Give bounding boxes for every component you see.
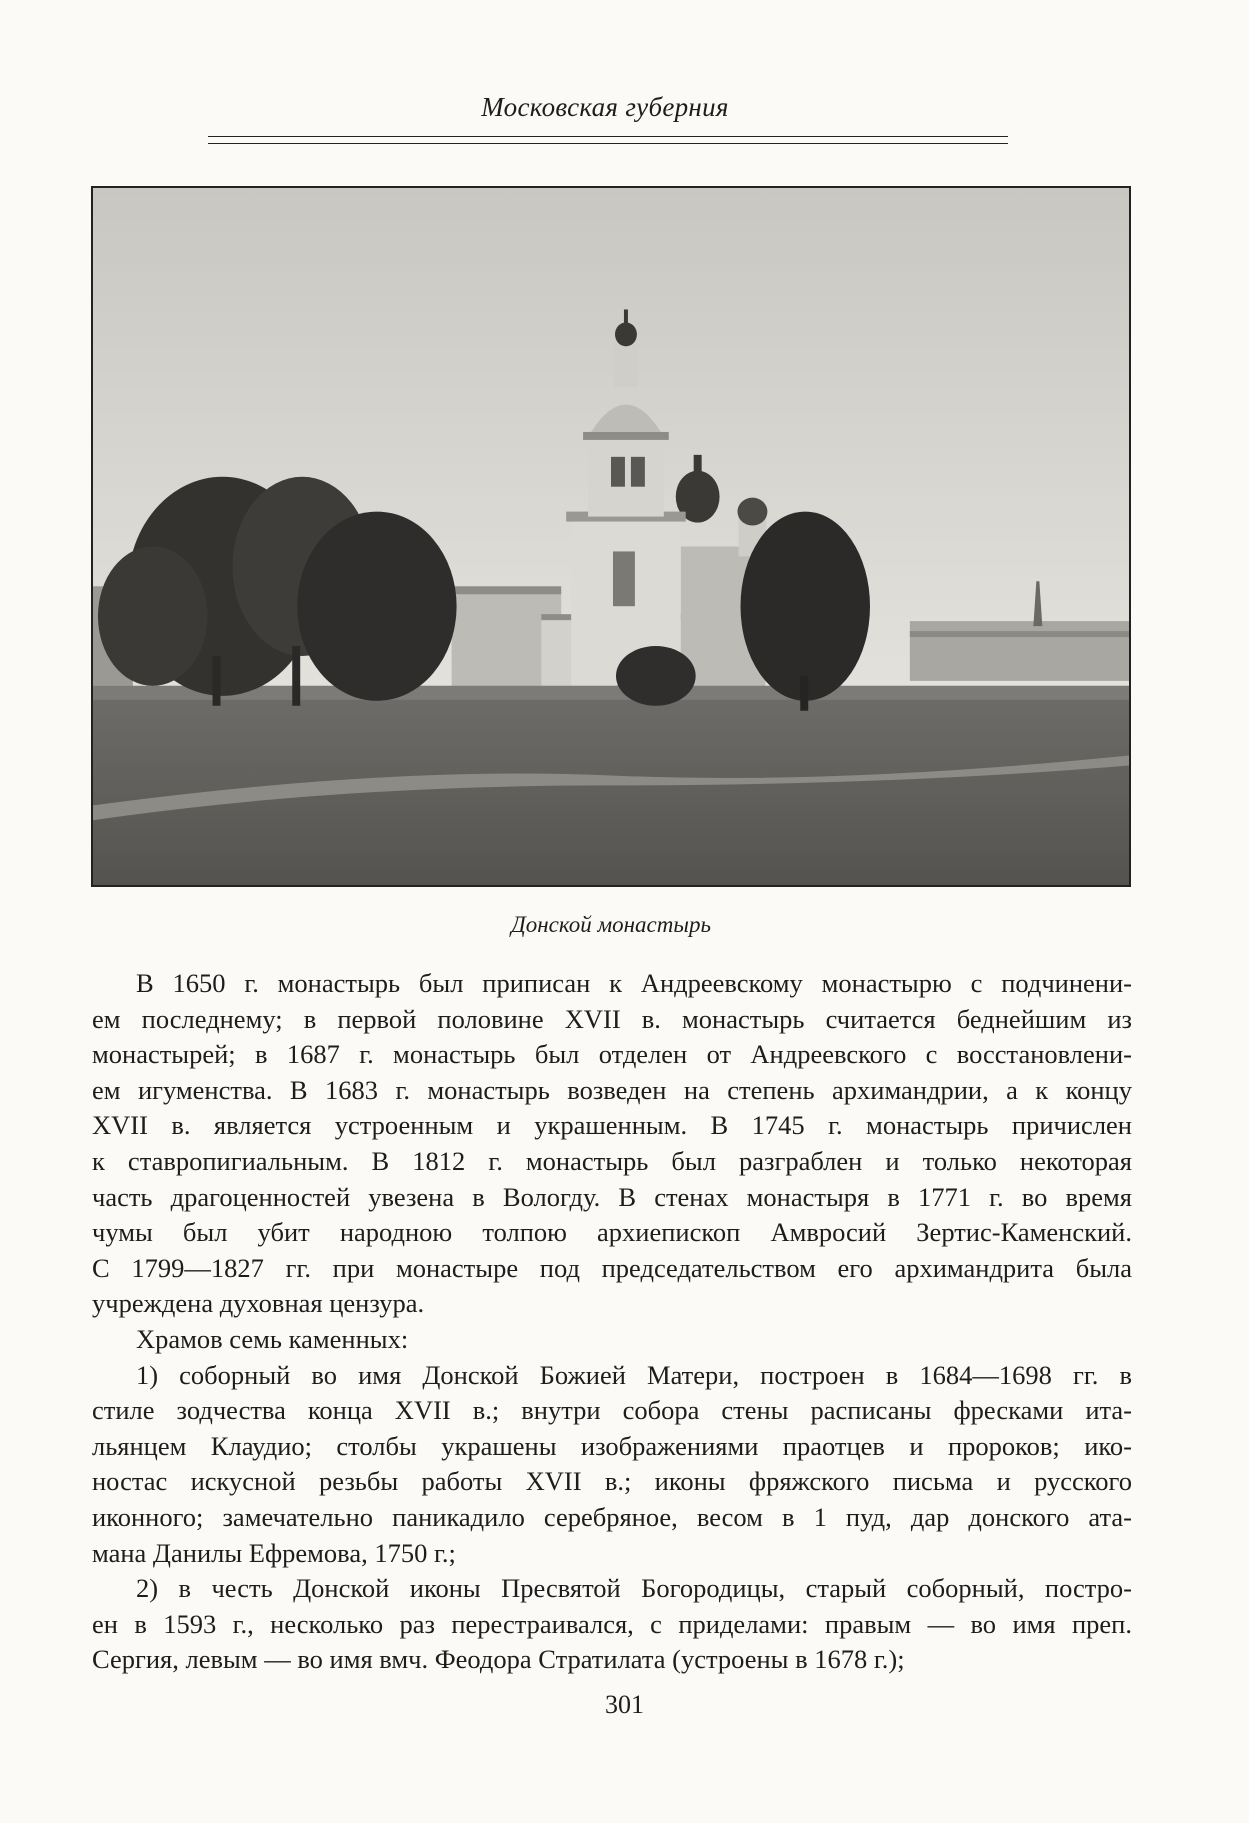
text-line: монастырей; в 1687 г. монастырь был отделен от Андреевского с восстановлени- <box>92 1039 1132 1070</box>
text-line: С 1799—1827 гг. при монастыре под председательством его архимандрита была <box>92 1252 1132 1283</box>
text-line: XVII в. является устроенным и украшенным. В 1745 г. монастырь причислен <box>92 1110 1132 1141</box>
body-text <box>92 966 1132 1678</box>
text-line: ен в 1593 г., несколько раз перестраивался, с приделами: правым — во имя преп. <box>92 1608 1132 1639</box>
text-line: иконного; замечательно паникадило серебряное, весом в 1 пуд, дар донского ата- <box>92 1501 1132 1532</box>
text-line: ем игуменства. В 1683 г. монастырь возведен на степень архимандрии, а к концу <box>92 1074 1132 1105</box>
header-rule-thin <box>208 143 1008 144</box>
text-line: 1) соборный во имя Донской Божией Матери, построен в 1684—1698 гг. в <box>136 1359 1132 1390</box>
photo-caption: Донской монастырь <box>511 912 711 937</box>
header-rule-thick <box>208 136 1008 137</box>
text-line: ностас искусной резьбы работы XVII в.; иконы фряжского письма и русского <box>92 1466 1132 1497</box>
text-line: стиле зодчества конца XVII в.; внутри собора стены расписаны фресками ита- <box>92 1395 1132 1426</box>
running-title: Московская губерния <box>481 92 729 122</box>
text-line: учреждена духовная цензура. <box>92 1288 425 1319</box>
text-line: льянцем Клаудио; столбы украшены изображениями праотцев и пророков; ико- <box>92 1430 1132 1461</box>
text-line: чумы был убит народною толпою архиепископ Амвросий Зертис-Каменский. <box>92 1217 1132 1248</box>
text-line: 2) в честь Донской иконы Пресвятой Богородицы, старый соборный, постро- <box>136 1573 1132 1604</box>
text-line: Сергия, левым — во имя вмч. Феодора Стратилата (устроены в 1678 г.); <box>92 1644 905 1675</box>
text-line: к ставропигиальным. В 1812 г. монастырь был разграблен и только некоторая <box>92 1145 1132 1176</box>
text-line: В 1650 г. монастырь был приписан к Андреевскому монастырю с подчинени- <box>136 968 1132 998</box>
text-line: Храмов семь каменных: <box>136 1323 409 1354</box>
monastery-photo <box>91 186 1131 887</box>
page-number: 301 <box>605 1690 644 1719</box>
monastery-photo-drawing <box>93 188 1129 885</box>
text-line: мана Данилы Ефремова, 1750 г.; <box>92 1537 456 1568</box>
text-line: ем последнему; в первой половине XVII в. монастырь считается беднейшим из <box>92 1003 1132 1034</box>
text-line: часть драгоценностей увезена в Вологду. В стенах монастыря в 1771 г. во время <box>92 1181 1132 1212</box>
